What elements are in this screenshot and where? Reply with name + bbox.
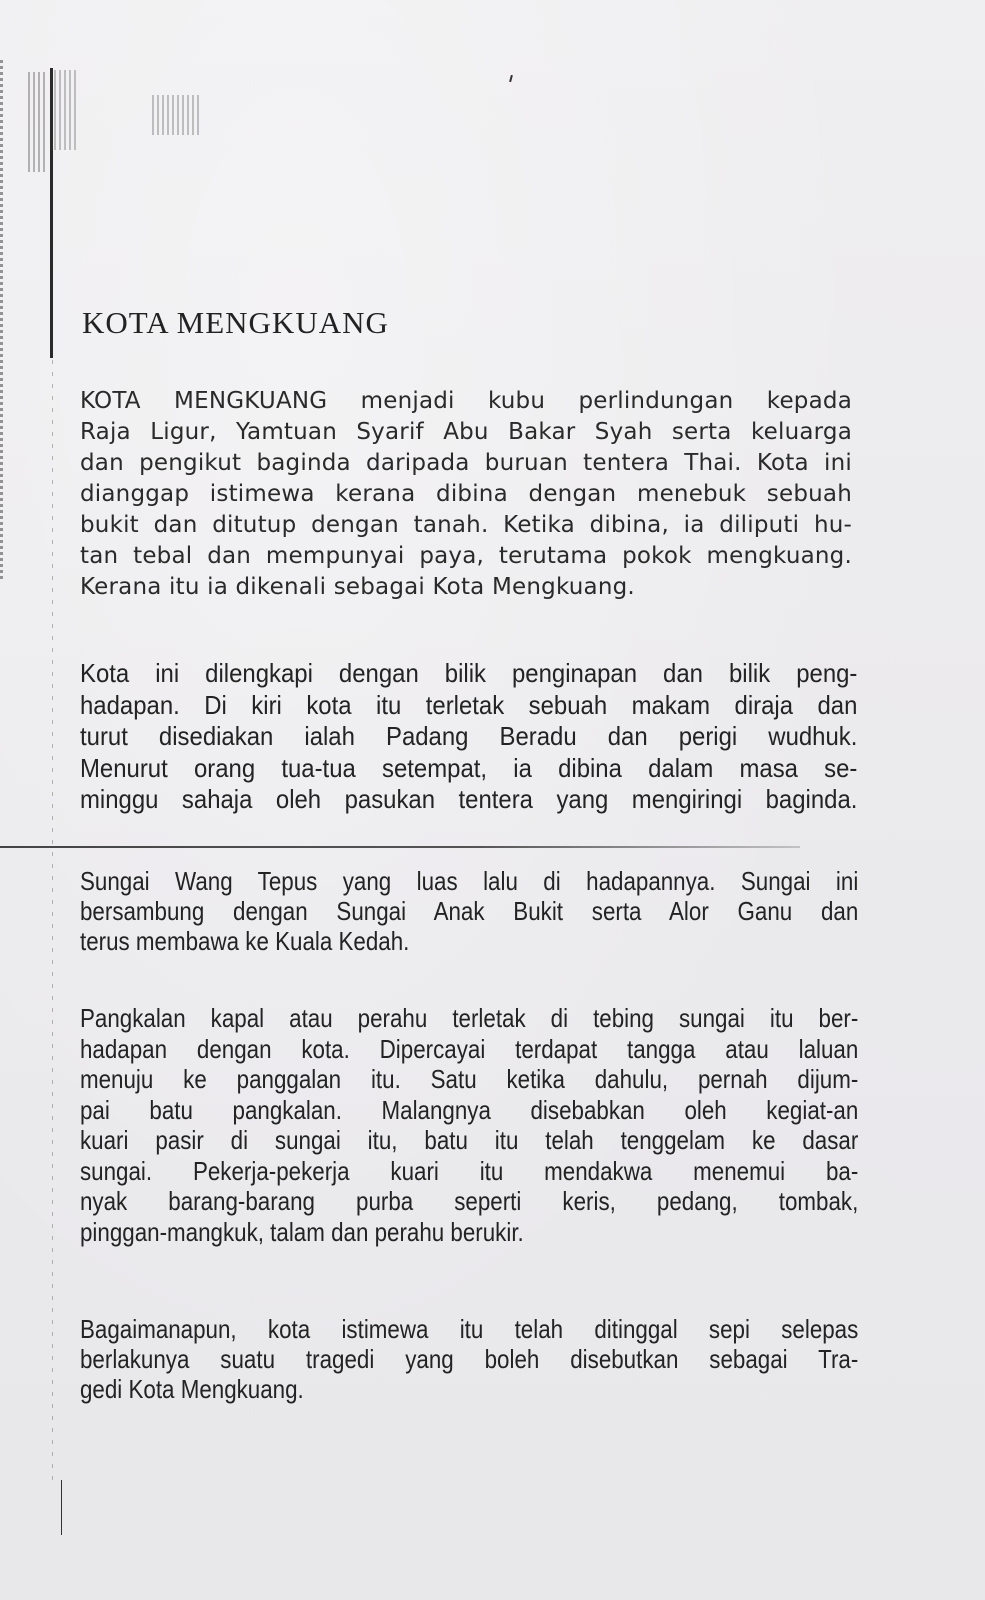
text-line: sungai. Pekerja-pekerja kuari itu mendakwa menemui ba- — [80, 1155, 859, 1186]
margin-rule-faint — [52, 360, 53, 1480]
scan-smudge — [28, 72, 48, 172]
text-line: berlakunya suatu tragedi yang boleh disebutkan sebagai Tra- — [80, 1344, 859, 1374]
text-line: tan tebal dan mempunyai paya, terutama pokok mengkuang. — [80, 543, 852, 569]
text-line: menuju ke panggalan itu. Satu ketika dahulu, pernah dijum- — [80, 1064, 859, 1094]
text-line: Sungai Wang Tepus yang luas lalu di hadapannya. Sungai ini — [80, 866, 859, 896]
scan-smudge — [152, 95, 200, 135]
text-line: bersambung dengan Sungai Anak Bukit serta Alor Ganu dan — [80, 896, 859, 926]
paragraph-2 — [80, 658, 857, 816]
text-line: gedi Kota Mengkuang. — [80, 1374, 304, 1404]
scan-smudge — [54, 70, 76, 150]
margin-rule — [61, 1480, 62, 1535]
text-line: dianggap istimewa kerana dibina dengan menebuk sebuah — [80, 481, 852, 507]
text-line: Menurut orang tua-tua setempat, ia dibina dalam masa se- — [80, 752, 858, 783]
text-line: pinggan-mangkuk, talam dan perahu berukir. — [80, 1216, 524, 1247]
text-line: Bagaimanapun, kota istimewa itu telah ditinggal sepi selepas — [80, 1314, 859, 1344]
text-line: kuari pasir di sungai itu, batu itu telah tenggelam ke dasar — [80, 1125, 859, 1155]
margin-rule — [50, 68, 53, 358]
text-line: Raja Ligur, Yamtuan Syarif Abu Bakar Syah serta keluarga — [80, 419, 852, 445]
horizontal-rule — [0, 846, 800, 848]
text-line: pai batu pangkalan. Malangnya disebabkan oleh kegiat-an — [80, 1094, 859, 1125]
paragraph-4 — [80, 1003, 858, 1247]
page-title: KOTA MENGKUANG — [82, 305, 389, 340]
text-line: hadapan. Di kiri kota itu terletak sebuah makam diraja dan — [80, 689, 858, 720]
text-line: KOTA MENGKUANG menjadi kubu perlindungan kepada — [80, 388, 852, 414]
text-line: dan pengikut baginda daripada buruan tentera Thai. Kota ini — [80, 450, 852, 476]
text-line: Kota ini dilengkapi dengan bilik penginapan dan bilik peng- — [80, 658, 858, 688]
paragraph-5 — [80, 1314, 858, 1404]
text-line: Kerana itu ia dikenali sebagai Kota Mengkuang. — [80, 574, 635, 600]
text-line: minggu sahaja oleh pasukan tentera yang mengiringi baginda. — [80, 784, 858, 814]
text-line: turut disediakan ialah Padang Beradu dan perigi wudhuk. — [80, 721, 858, 751]
text-line: hadapan dengan kota. Dipercayai terdapat tangga atau laluan — [80, 1033, 859, 1064]
text-line: bukit dan ditutup dengan tanah. Ketika dibina, ia diliputi hu- — [80, 512, 852, 538]
scan-speck — [509, 75, 513, 82]
paragraph-1 — [80, 386, 852, 603]
scan-edge-artifact — [0, 60, 3, 580]
text-line: nyak barang-barang purba seperti keris, pedang, tombak, — [80, 1186, 859, 1216]
paragraph-3 — [80, 866, 858, 956]
text-line: Pangkalan kapal atau perahu terletak di tebing sungai itu ber- — [80, 1003, 859, 1033]
text-line: terus membawa ke Kuala Kedah. — [80, 926, 410, 956]
